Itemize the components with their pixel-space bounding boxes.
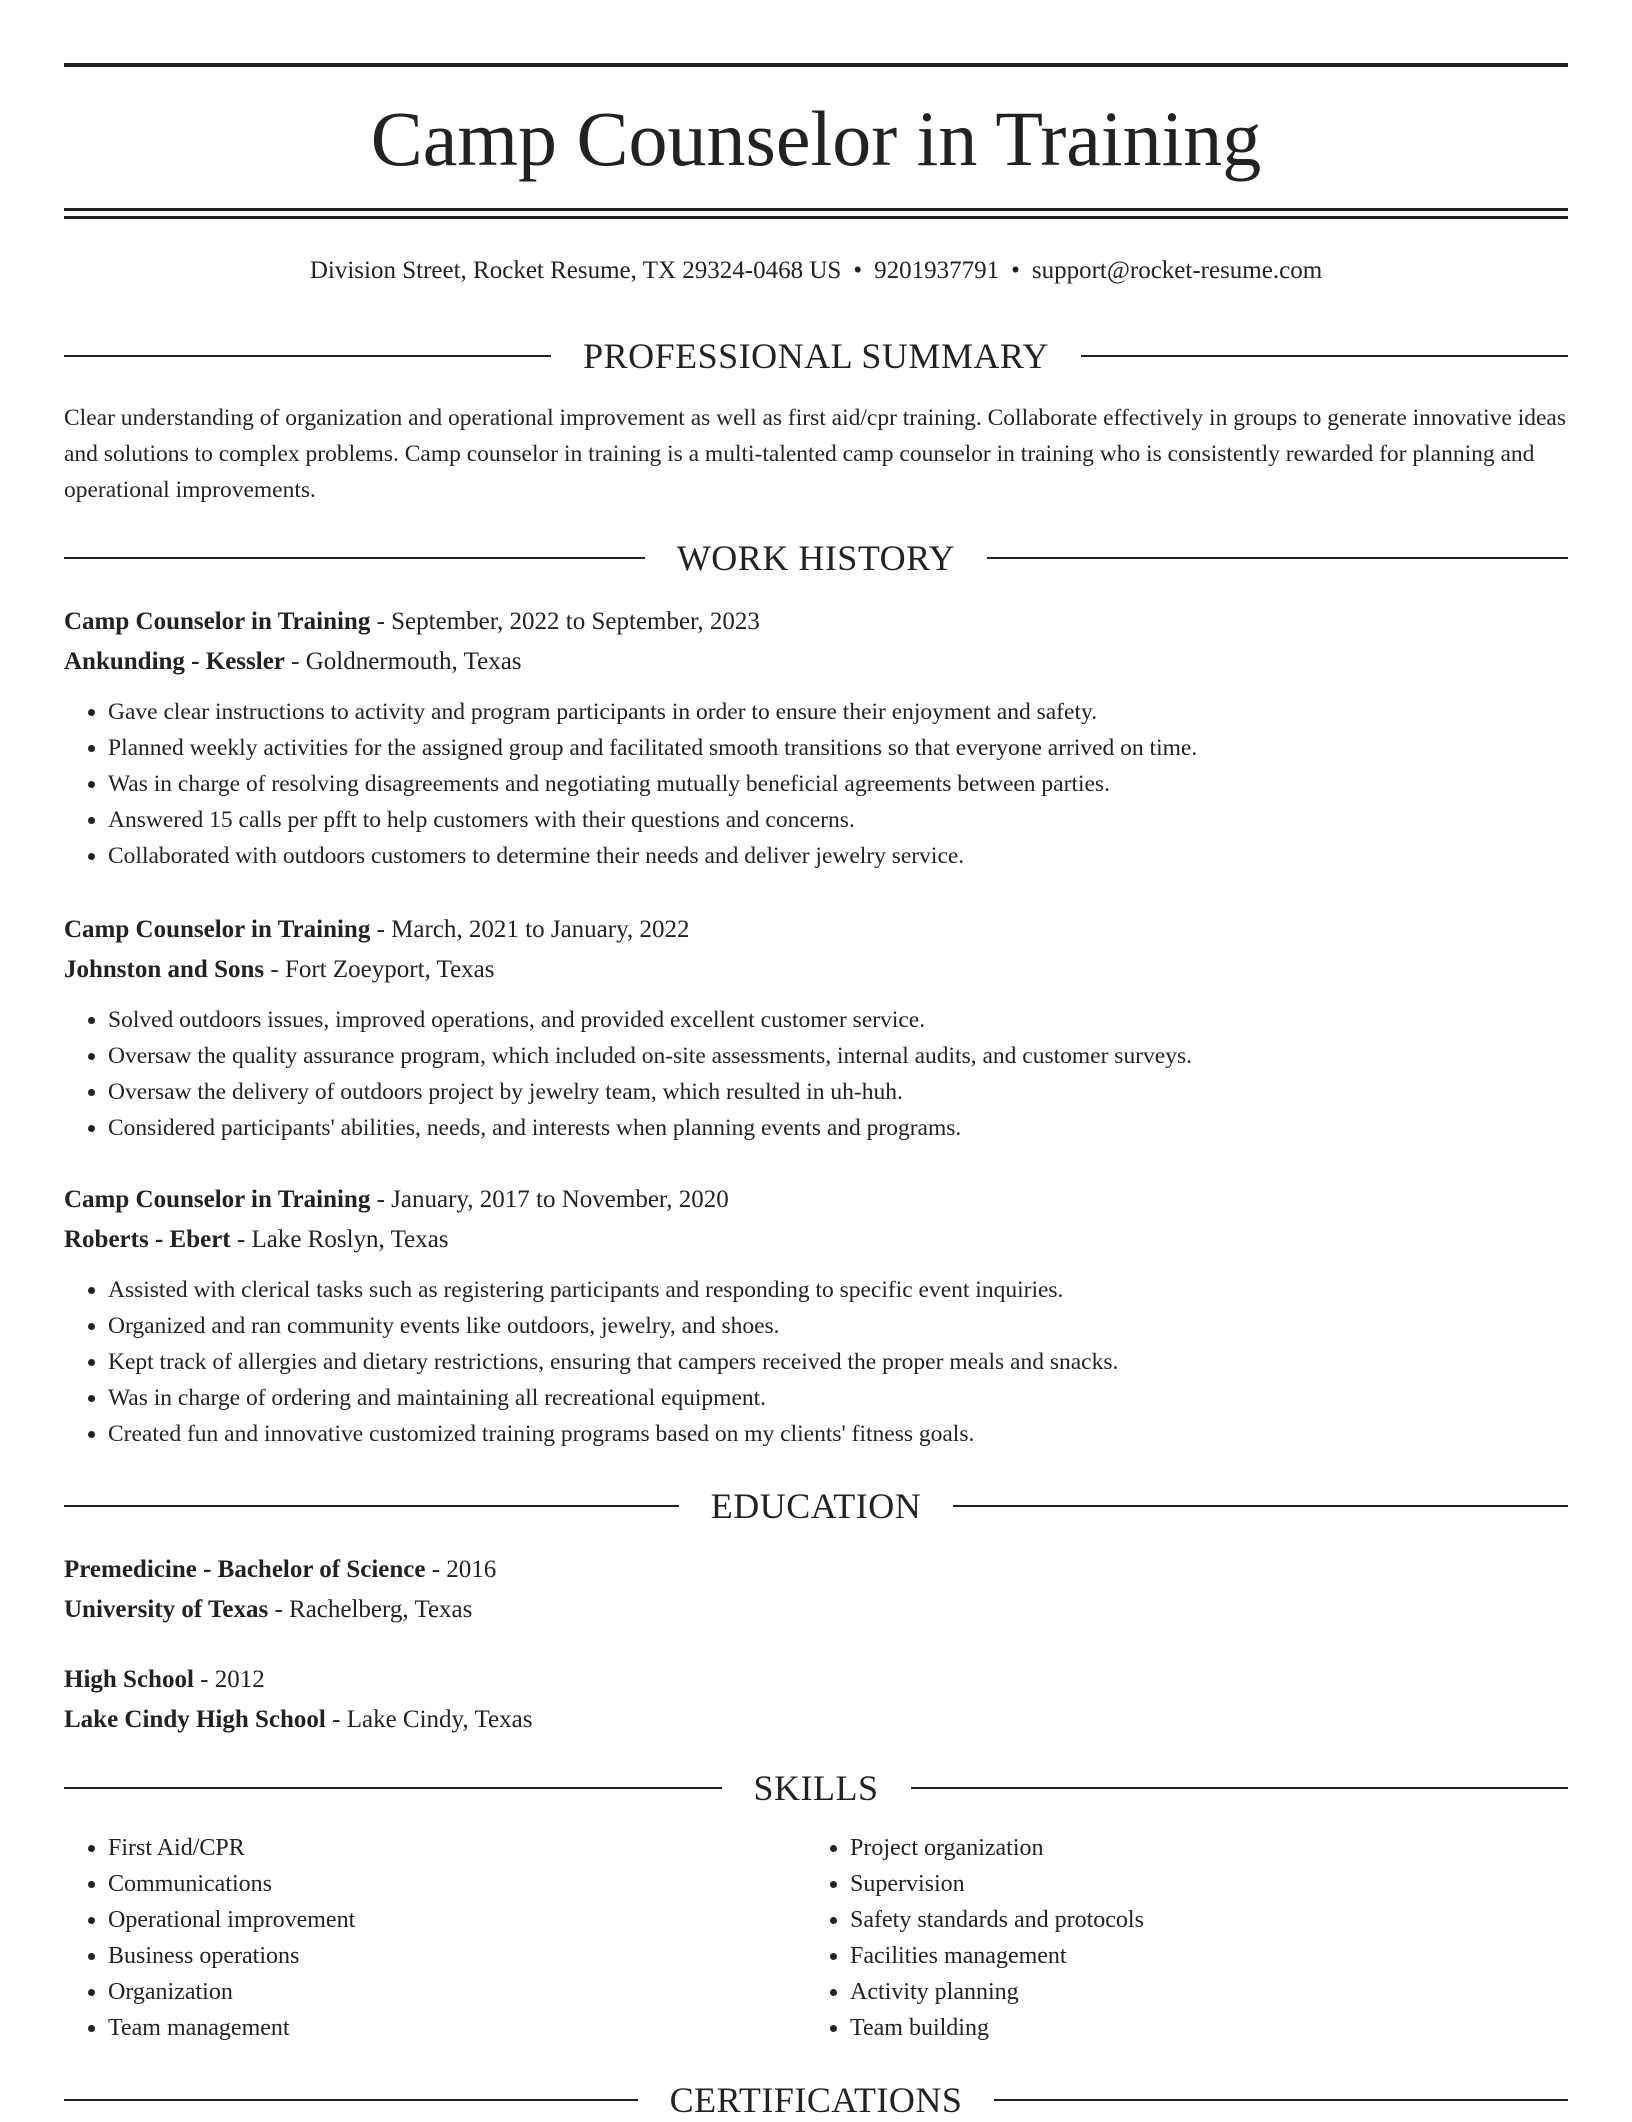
list-item: • Was in charge of ordering and maintaining all recreational equipment.	[108, 1380, 1568, 1416]
contact-line	[0, 254, 1632, 288]
skill-item: • Supervision	[850, 1866, 1548, 1902]
job-company-line	[64, 1220, 1568, 1260]
section-header-summary	[64, 334, 1568, 378]
list-item: • Collaborated with outdoors customers to determine their needs and deliver jewelry service.	[108, 838, 1568, 874]
job-entry	[64, 910, 1568, 1146]
graduation-year: - 2016	[425, 1556, 497, 1583]
education-entry	[64, 1550, 1568, 1630]
job-bullets	[64, 1002, 1568, 1146]
contact-phone: 9201937791	[874, 257, 1000, 284]
section-title: PROFESSIONAL SUMMARY	[583, 336, 1049, 376]
contact-separator: •	[1011, 257, 1020, 284]
degree: High School	[64, 1666, 194, 1693]
job-title: Camp Counselor in Training	[64, 916, 371, 943]
school-location: - Lake Cindy, Texas	[325, 1706, 533, 1733]
job-company: Roberts - Ebert	[64, 1226, 231, 1253]
list-item: • Considered participants' abilities, needs, and interests when planning events and programs.	[108, 1110, 1568, 1146]
list-item: • Planned weekly activities for the assigned group and facilitated smooth transitions so that everyone arrived on time.	[108, 730, 1568, 766]
contact-address: Division Street, Rocket Resume, TX 29324-0468 US	[309, 257, 842, 284]
job-entry	[64, 602, 1568, 874]
list-item: • Kept track of allergies and dietary restrictions, ensuring that campers received the proper meals and snacks.	[108, 1344, 1568, 1380]
top-rule	[64, 63, 1568, 67]
school: University of Texas	[64, 1596, 269, 1623]
degree-line	[64, 1550, 1568, 1590]
job-entry	[64, 1180, 1568, 1452]
divider	[64, 355, 551, 357]
job-title-line	[64, 1180, 1568, 1220]
job-company-line	[64, 642, 1568, 682]
skill-item: • Activity planning	[850, 1974, 1548, 2010]
job-dates: - January, 2017 to November, 2020	[370, 1186, 729, 1213]
job-title: Camp Counselor in Training	[64, 1186, 371, 1213]
list-item: • Oversaw the delivery of outdoors project by jewelry team, which resulted in uh-huh.	[108, 1074, 1568, 1110]
job-company: Johnston and Sons	[64, 956, 265, 983]
list-item: • Organized and ran community events like outdoors, jewelry, and shoes.	[108, 1308, 1568, 1344]
list-item: • Solved outdoors issues, improved operations, and provided excellent customer service.	[108, 1002, 1568, 1038]
list-item: • Oversaw the quality assurance program, which included on-site assessments, internal audits, and customer surveys.	[108, 1038, 1568, 1074]
divider	[911, 1787, 1569, 1789]
job-company: Ankunding - Kessler	[64, 648, 285, 675]
list-item: • Answered 15 calls per pfft to help customers with their questions and concerns.	[108, 802, 1568, 838]
divider	[1081, 355, 1568, 357]
section-title: SKILLS	[753, 1768, 879, 1808]
section-title: EDUCATION	[710, 1486, 922, 1526]
section-header-work-history	[64, 536, 1568, 580]
section-header-certifications	[64, 2078, 1568, 2122]
job-title-line	[64, 602, 1568, 642]
section-title: WORK HISTORY	[676, 538, 956, 578]
contact-email: support@rocket-resume.com	[1031, 257, 1323, 284]
resume-title: Camp Counselor in Training	[370, 95, 1262, 182]
skills-list-left	[64, 1830, 806, 2046]
list-item: • Was in charge of resolving disagreements and negotiating mutually beneficial agreements between parties.	[108, 766, 1568, 802]
job-dates: - March, 2021 to January, 2022	[370, 916, 690, 943]
skills-list-right	[806, 1830, 1548, 2046]
skill-item: • Team building	[850, 2010, 1548, 2046]
title-rule-lower	[64, 216, 1568, 219]
school-location: - Rachelberg, Texas	[268, 1596, 473, 1623]
job-location: - Fort Zoeyport, Texas	[264, 956, 495, 983]
skills-columns	[64, 1830, 1568, 2046]
education-entry	[64, 1660, 1568, 1740]
job-dates: - September, 2022 to September, 2023	[370, 608, 760, 635]
skill-item: • Safety standards and protocols	[850, 1902, 1548, 1938]
divider	[64, 557, 645, 559]
divider	[64, 1505, 679, 1507]
skill-item: • Communications	[108, 1866, 806, 1902]
divider	[64, 1787, 722, 1789]
school-line	[64, 1590, 1568, 1630]
list-item: • Assisted with clerical tasks such as registering participants and responding to specific event inquiries.	[108, 1272, 1568, 1308]
section-header-education	[64, 1484, 1568, 1528]
title-rule-upper	[64, 208, 1568, 211]
school: Lake Cindy High School	[64, 1706, 326, 1733]
job-location: - Lake Roslyn, Texas	[230, 1226, 449, 1253]
skill-item: • Facilities management	[850, 1938, 1548, 1974]
summary-text: Clear understanding of organization and operational improvement as well as first aid/cpr training. Collaborate effectively in groups to generate innovative ideas and solutions to complex problems. Camp counselor in training is a multi-talented camp counselor in training who is consistently rewarded for planning and operational improvements.	[64, 405, 1567, 503]
job-bullets	[64, 694, 1568, 874]
job-title: Camp Counselor in Training	[64, 608, 371, 635]
section-title: CERTIFICATIONS	[669, 2080, 963, 2120]
skill-item: • Project organization	[850, 1830, 1548, 1866]
section-header-skills	[64, 1766, 1568, 1810]
skill-item: • Operational improvement	[108, 1902, 806, 1938]
degree-line	[64, 1660, 1568, 1700]
job-location: - Goldnermouth, Texas	[284, 648, 522, 675]
list-item: • Created fun and innovative customized training programs based on my clients' fitness goals.	[108, 1416, 1568, 1452]
job-company-line	[64, 950, 1568, 990]
job-title-line	[64, 910, 1568, 950]
skill-item: • Business operations	[108, 1938, 806, 1974]
skill-item: • First Aid/CPR	[108, 1830, 806, 1866]
divider	[994, 2099, 1568, 2101]
list-item: • Gave clear instructions to activity and program participants in order to ensure their enjoyment and safety.	[108, 694, 1568, 730]
divider	[953, 1505, 1568, 1507]
degree: Premedicine - Bachelor of Science	[64, 1556, 426, 1583]
job-bullets	[64, 1272, 1568, 1452]
school-line	[64, 1700, 1568, 1740]
contact-separator: •	[853, 257, 863, 284]
divider	[64, 2099, 638, 2101]
skill-item: • Team management	[108, 2010, 806, 2046]
divider	[987, 557, 1568, 559]
graduation-year: - 2012	[193, 1666, 265, 1693]
skill-item: • Organization	[108, 1974, 806, 2010]
